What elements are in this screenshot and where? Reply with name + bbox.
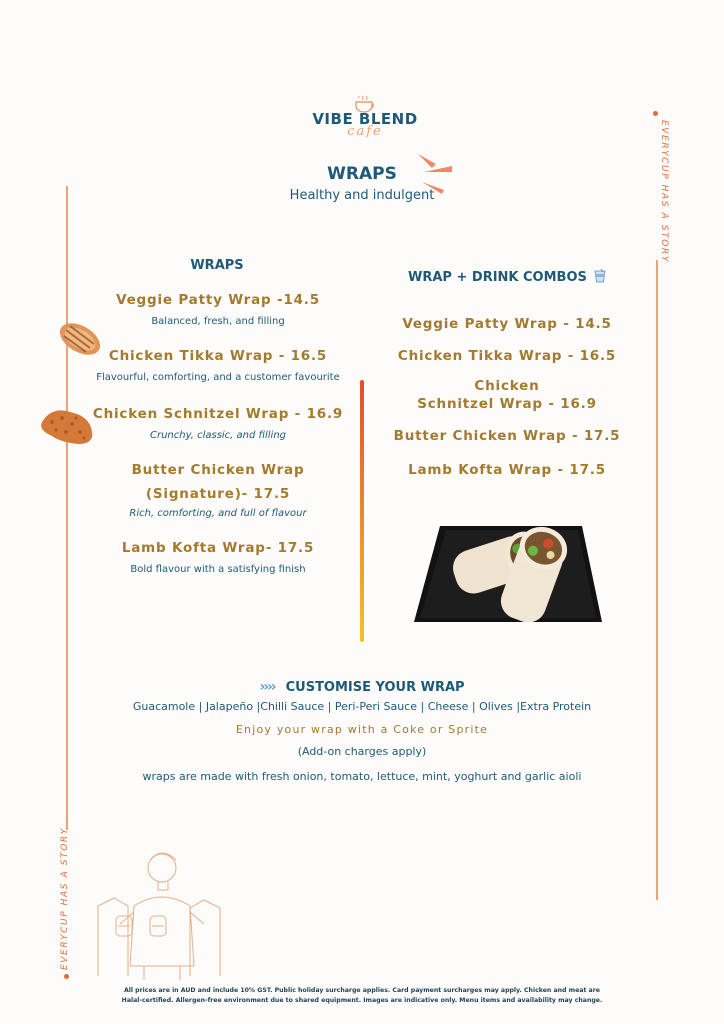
list-item: Butter Chicken Wrap - 17.5 [393, 428, 621, 444]
chicken-schnitzel-icon [36, 404, 96, 448]
wrap-plate-image [410, 518, 606, 628]
list-item [92, 288, 344, 329]
item-desc: Flavourful, comforting, and a customer favourite [96, 372, 340, 383]
item-name: Lamb Kofta Wrap- 17.5 [121, 540, 315, 556]
combos-section-header [392, 266, 622, 285]
list-item [92, 536, 344, 577]
item-desc: Balanced, fresh, and filling [151, 316, 285, 327]
column-divider [360, 380, 364, 642]
item-desc: Crunchy, classic, and filling [149, 430, 287, 441]
customise-title: CUSTOMISE YOUR WRAP [285, 680, 465, 695]
wraps-section-title: WRAPS [190, 258, 244, 273]
person-with-wraps-illustration [94, 846, 224, 982]
item-name: Chicken Tikka Wrap - 16.5 [108, 348, 328, 364]
item-name: Butter Chicken Wrap [131, 462, 305, 478]
grilled-chicken-icon [56, 316, 104, 362]
list-item: Lamb Kofta Wrap - 17.5 [408, 462, 606, 478]
item-name: Chicken Schnitzel Wrap - 16.9 [92, 406, 344, 422]
list-item: Chicken Tikka Wrap - 16.5 [397, 348, 617, 364]
customise-fresh-note: wraps are made with fresh onion, tomato, lettuce, mint, yoghurt and garlic aioli [142, 770, 582, 783]
chevrons-right-icon: ›››› [259, 679, 275, 695]
page-title: WRAPS [327, 164, 397, 184]
item-name: Veggie Patty Wrap -14.5 [116, 292, 320, 308]
side-tagline-right: EVERYCUP HAS A STORY [659, 120, 669, 263]
footer-line-2: Halal-certified. Allergen-free environment due to shared equipment. Images are indicative only. Menu items and availability may change. [121, 997, 603, 1004]
logo-brand: VIBE BLEND [312, 110, 418, 128]
left-border-line [66, 186, 68, 830]
customise-options: Guacamole | Jalapeño |Chilli Sauce | Peri-Peri Sauce | Cheese | Olives |Extra Protein [132, 700, 592, 713]
page-subtitle: Healthy and indulgent [289, 188, 435, 203]
side-dot-top [653, 111, 658, 116]
customise-section-header [200, 676, 524, 695]
side-dot-bottom [64, 974, 69, 979]
side-tagline-left: EVERYCUP HAS A STORY [60, 827, 70, 970]
customise-enjoy: Enjoy your wrap with a Coke or Sprite [235, 723, 489, 736]
list-item [92, 458, 344, 521]
item-name-line2: (Signature)- 17.5 [145, 486, 291, 502]
right-border-line [656, 260, 658, 900]
accent-rays-icon [414, 148, 458, 194]
customise-charges: (Add-on charges apply) [297, 745, 427, 758]
footer-disclaimer [120, 986, 604, 1006]
list-item-line2: Schnitzel Wrap - 16.9 [417, 396, 597, 412]
list-item: Chicken [474, 378, 540, 394]
combos-section-title: WRAP + DRINK COMBOS [408, 270, 587, 285]
logo-subtitle: cafe [347, 124, 383, 139]
item-desc: Rich, comforting, and full of flavour [129, 508, 307, 519]
list-item [92, 344, 344, 385]
item-desc: Bold flavour with a satisfying finish [130, 564, 306, 575]
footer-line-1: All prices are in AUD and include 10% GST. Public holiday surcharge applies. Card payment surcharges may apply. Chicken and meat are [124, 987, 600, 994]
cafe-logo [300, 96, 430, 142]
drink-cup-icon [594, 269, 606, 283]
list-item [92, 402, 344, 443]
list-item: Veggie Patty Wrap - 14.5 [402, 316, 612, 332]
